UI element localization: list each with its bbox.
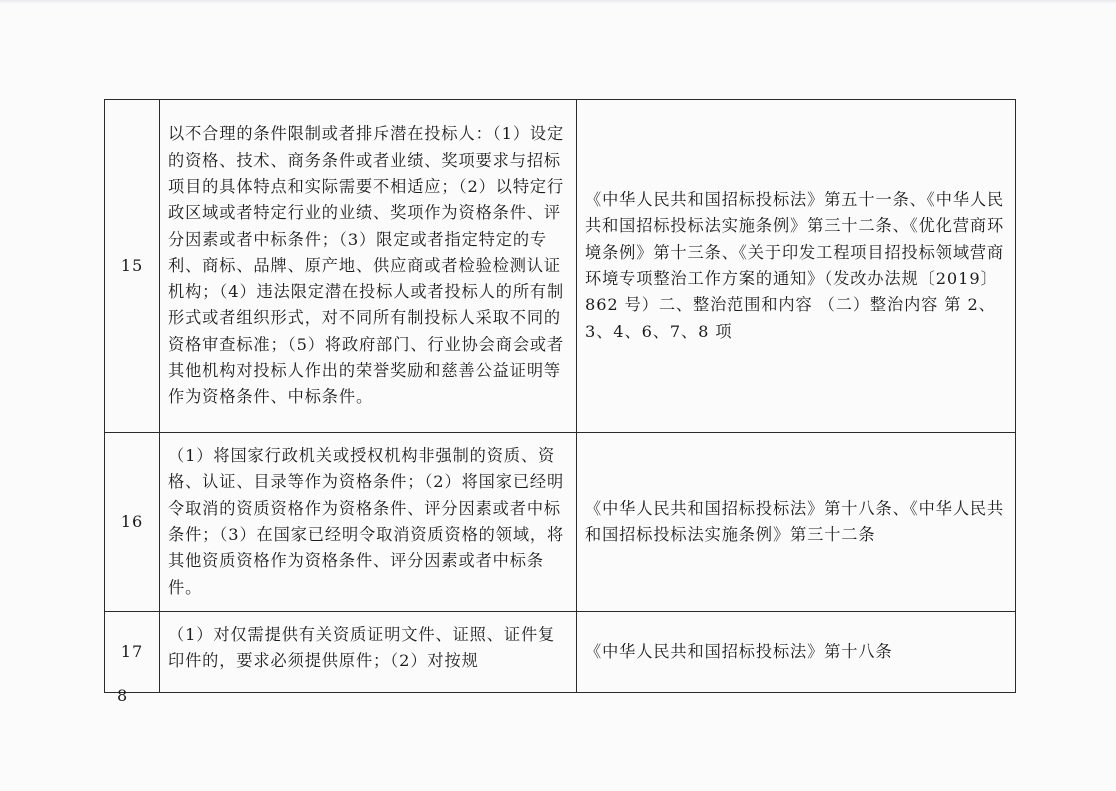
table-row <box>105 433 1016 612</box>
legal-basis: 《中华人民共和国招标投标法》第五十一条、《中华人民共和国招标投标法实施条例》第三十二条、《优化营商环境条例》第十三条、《关于印发工程项目招投标领域营商环境专项整治工作方案的通知》（发改办法规〔2019〕862 号）二、整治范围和内容 （二）整治内容 第 2、3、4、6、7、8 项 <box>577 100 1016 433</box>
table-row <box>105 100 1016 433</box>
restriction-description: （1）将国家行政机关或授权机构非强制的资质、资格、认证、目录等作为资格条件；（2）将国家已经明令取消的资质资格作为资格条件、评分因素或者中标条件；（3）在国家已经明令取消资质资格的领域，将其他资质资格作为资格条件、评分因素或者中标条件。 <box>160 433 577 612</box>
table-row <box>105 612 1016 693</box>
restriction-description: 以不合理的条件限制或者排斥潜在投标人：（1）设定的资格、技术、商务条件或者业绩、奖项要求与招标项目的具体特点和实际需要不相适应；（2）以特定行政区域或者特定行业的业绩、奖项作为资格条件、评分因素或者中标条件；（3）限定或者指定特定的专利、商标、品牌、原产地、供应商或者检验检测认证机构；（4）违法限定潜在投标人或者投标人的所有制形式或者组织形式，对不同所有制投标人采取不同的资格审查标准；（5）将政府部门、行业协会商会或者其他机构对投标人作出的荣誉奖励和慈善公益证明等作为资格条件、中标条件。 <box>160 100 577 433</box>
legal-basis: 《中华人民共和国招标投标法》第十八条、《中华人民共和国招标投标法实施条例》第三十二条 <box>577 433 1016 612</box>
regulation-table <box>104 99 1016 693</box>
row-number: 15 <box>105 100 160 433</box>
scan-edge <box>0 0 1116 4</box>
restriction-description: （1）对仅需提供有关资质证明文件、证照、证件复印件的，要求必须提供原件；（2）对按规 <box>168 625 556 671</box>
restriction-description-cell <box>160 612 577 693</box>
page-number: 8 <box>117 686 128 705</box>
legal-basis: 《中华人民共和国招标投标法》第十八条 <box>577 612 1016 693</box>
row-number: 17 <box>105 612 160 693</box>
row-number: 16 <box>105 433 160 612</box>
